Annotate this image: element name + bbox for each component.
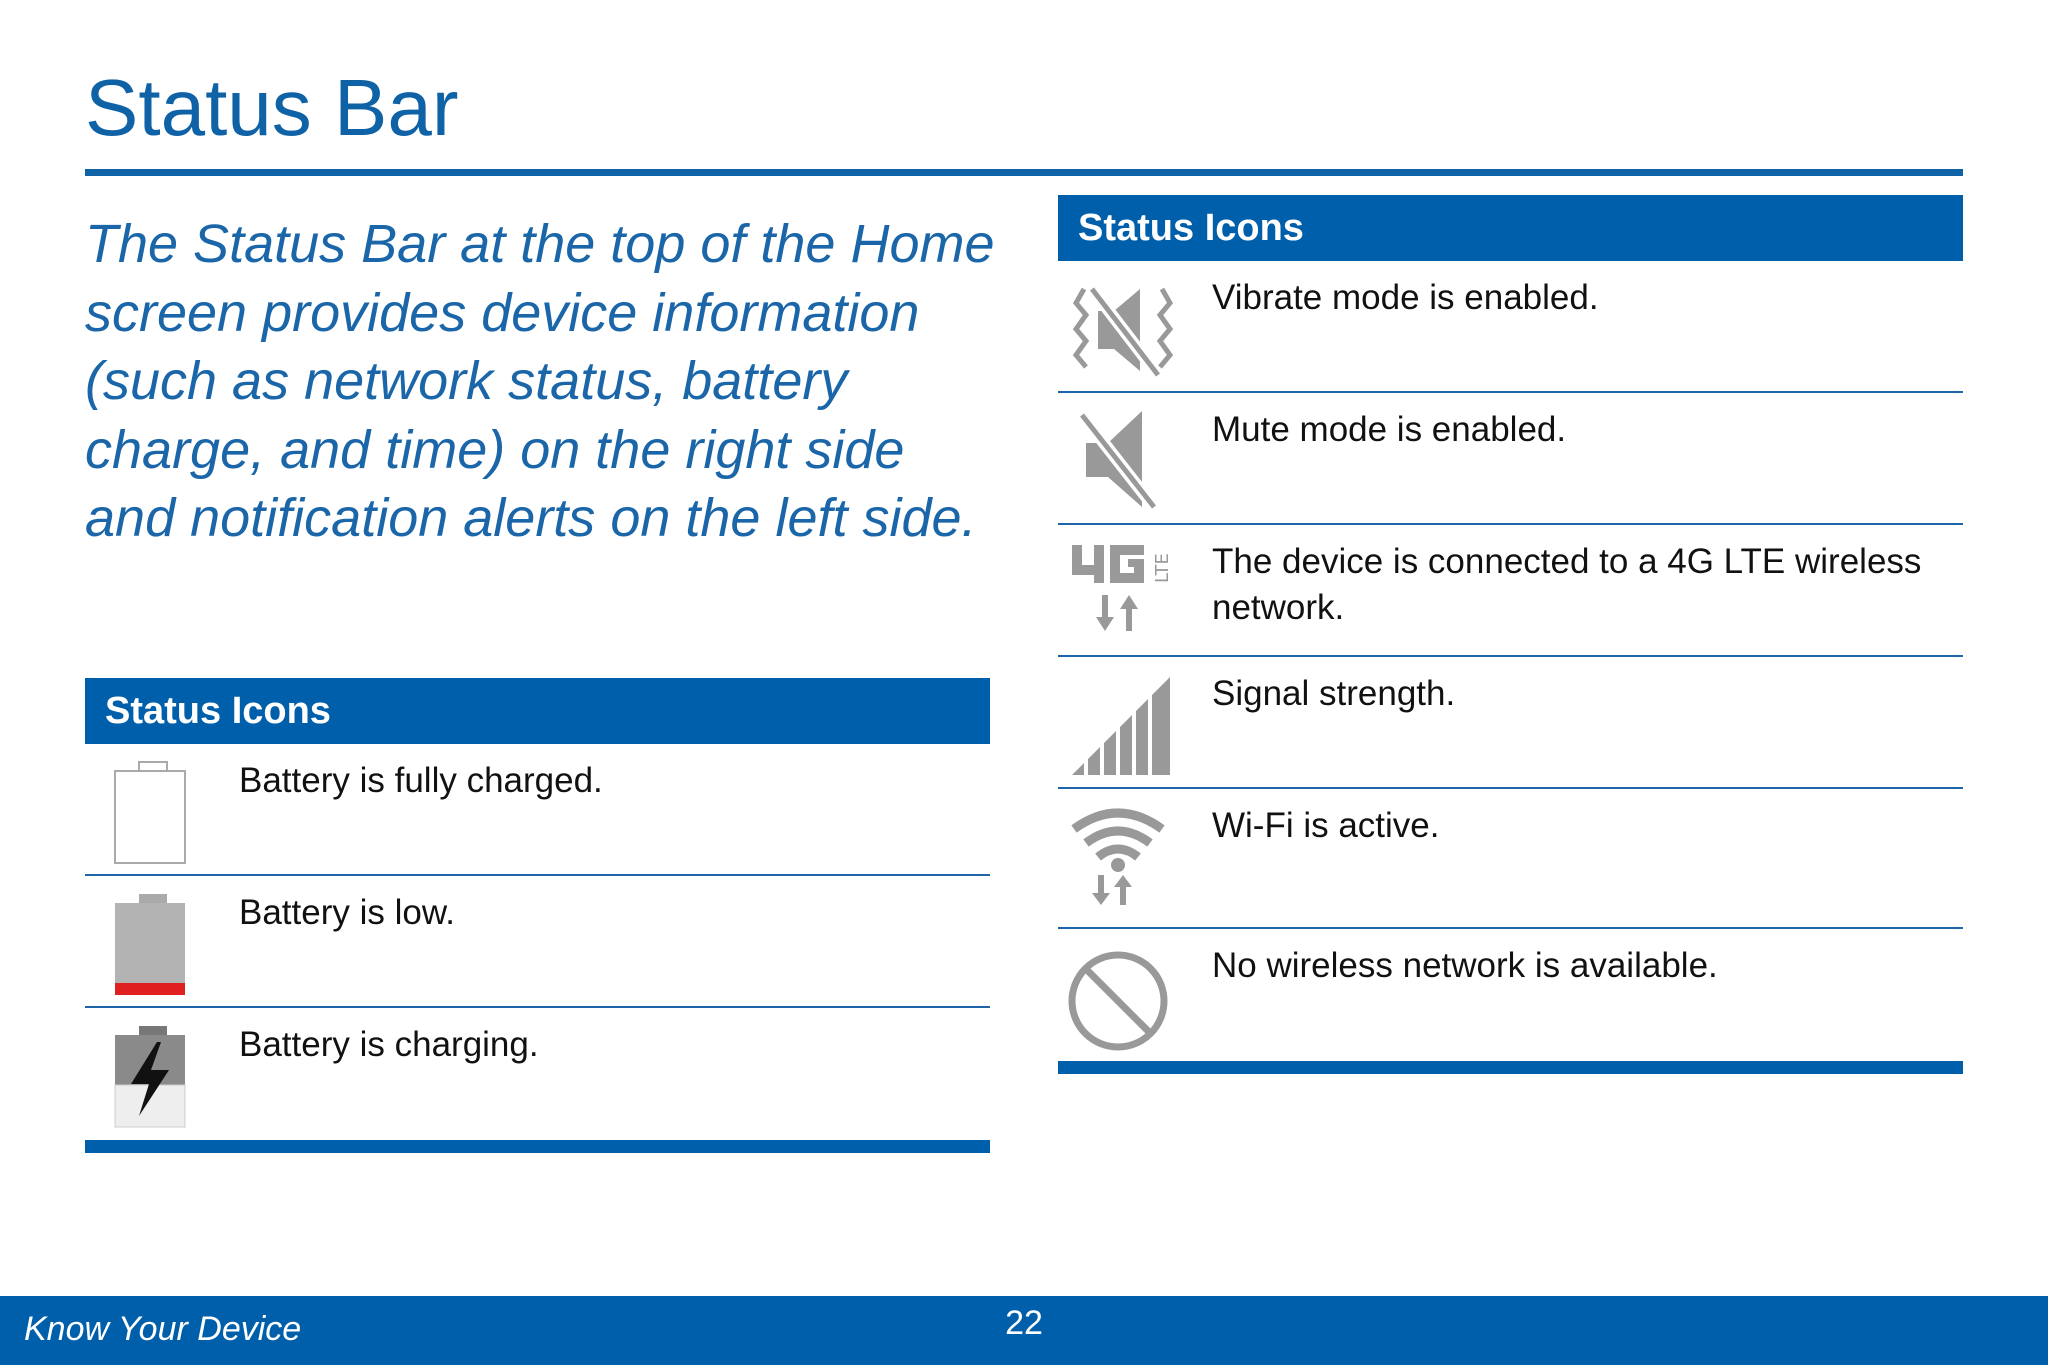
mute-icon: [1068, 407, 1178, 517]
table-row: [1058, 393, 1963, 525]
title-divider: [85, 169, 1963, 176]
svg-text:LTE: LTE: [1152, 553, 1173, 583]
signal-strength-icon: [1068, 671, 1178, 781]
intro-paragraph: The Status Bar at the top of the Home screen provides device information (such as network status, battery charge, and time) on the right side and notification alerts on the left side.: [85, 214, 995, 548]
table-header: Status Icons: [1058, 195, 1963, 261]
row-description: Battery is fully charged.: [239, 761, 603, 800]
footer-page-number: 22: [1005, 1304, 1043, 1342]
footer-section-title: Know Your Device: [24, 1310, 302, 1348]
table-row: [85, 1008, 990, 1140]
table-bottom-rule: [85, 1140, 990, 1153]
table-row: [85, 744, 990, 876]
table-row: [1058, 525, 1963, 657]
table-header: Status Icons: [85, 678, 990, 744]
table-row: [1058, 261, 1963, 393]
row-description: The device is connected to a 4G LTE wireless network.: [1212, 542, 1922, 627]
battery-status-icons-table: [85, 678, 990, 1153]
row-description: Vibrate mode is enabled.: [1212, 278, 1599, 317]
4g-lte-icon: [1068, 539, 1178, 649]
vibrate-icon: [1068, 275, 1178, 385]
table-row: [1058, 929, 1963, 1061]
row-description: Signal strength.: [1212, 674, 1456, 713]
page-title: Status Bar: [85, 63, 459, 152]
no-network-icon: [1068, 943, 1178, 1053]
battery-low-icon: [113, 892, 193, 1002]
row-description: Wi-Fi is active.: [1212, 806, 1440, 845]
battery-full-icon: [113, 760, 193, 870]
network-status-icons-table: [1058, 195, 1963, 1074]
wifi-icon: [1068, 803, 1178, 913]
table-row: [1058, 789, 1963, 929]
battery-charging-icon: [113, 1024, 193, 1134]
table-row: [1058, 657, 1963, 789]
row-description: No wireless network is available.: [1212, 946, 1718, 985]
page-footer: [0, 1296, 2048, 1365]
row-description: Battery is charging.: [239, 1025, 539, 1064]
row-description: Battery is low.: [239, 893, 455, 932]
table-row: [85, 876, 990, 1008]
table-bottom-rule: [1058, 1061, 1963, 1074]
row-description: Mute mode is enabled.: [1212, 410, 1567, 449]
